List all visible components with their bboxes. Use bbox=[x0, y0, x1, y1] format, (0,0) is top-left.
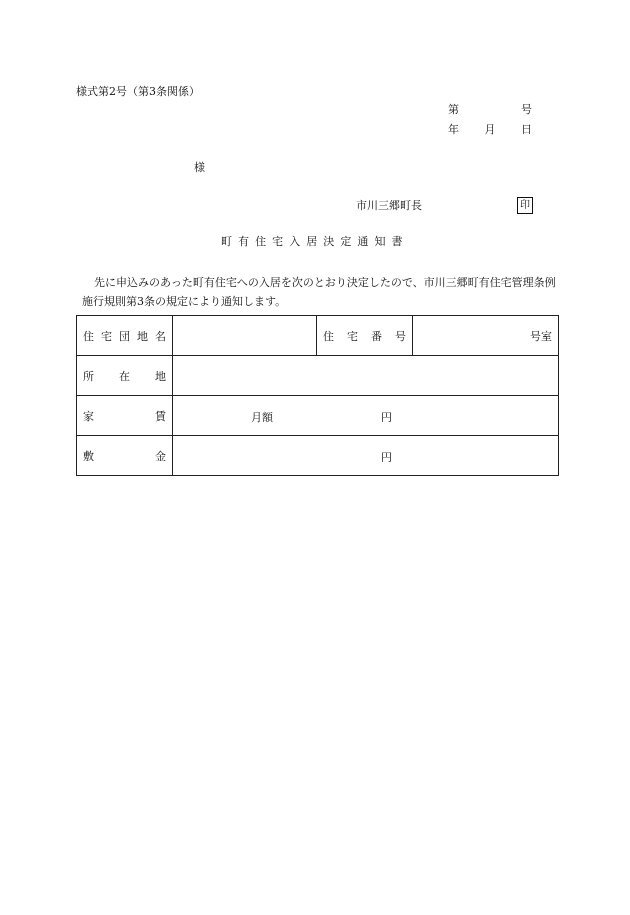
room-number-cell bbox=[413, 316, 559, 356]
label-char: 号 bbox=[395, 329, 406, 343]
label-char: 金 bbox=[155, 449, 166, 463]
table-row bbox=[77, 436, 559, 476]
form-number-label: 様式第2号（第3条関係） bbox=[76, 85, 200, 98]
seal-mark: 印 bbox=[517, 197, 533, 214]
rent-monthly-label: 月額 bbox=[251, 411, 273, 424]
label-char: 地 bbox=[155, 369, 166, 383]
issuer-name: 市川三郷町長 bbox=[356, 199, 422, 212]
housing-complex-value-cell bbox=[173, 316, 317, 356]
label-char: 家 bbox=[83, 409, 94, 423]
label-char: 地 bbox=[137, 329, 148, 343]
label-char: 宅 bbox=[347, 329, 358, 343]
date-line bbox=[448, 124, 532, 135]
deposit-value-cell bbox=[173, 436, 559, 476]
document-title: 町有住宅入居決定通知書 bbox=[221, 235, 409, 248]
label-char: 賃 bbox=[155, 409, 166, 423]
housing-complex-label-cell bbox=[77, 316, 173, 356]
addressee-suffix: 様 bbox=[194, 161, 205, 174]
room-suffix: 号室 bbox=[530, 329, 552, 343]
housing-number-label-cell bbox=[317, 316, 413, 356]
table-row bbox=[77, 356, 559, 396]
deposit-label-cell bbox=[77, 436, 173, 476]
date-day: 日 bbox=[521, 123, 532, 136]
table-row bbox=[77, 316, 559, 356]
label-char: 住 bbox=[323, 329, 334, 343]
date-year: 年 bbox=[448, 123, 459, 136]
rent-value-cell bbox=[173, 396, 559, 436]
rent-label-cell bbox=[77, 396, 173, 436]
housing-info-table bbox=[76, 315, 559, 476]
table-row bbox=[77, 396, 559, 436]
notice-body-text: 先に申込みのあった町有住宅への入居を次のとおり決定したので、市川三郷町有住宅管理条例施行規則第3条の規定により通知します。 bbox=[82, 276, 556, 308]
label-char: 敷 bbox=[83, 449, 94, 463]
label-char: 住 bbox=[83, 329, 94, 343]
deposit-yen-unit: 円 bbox=[381, 451, 392, 464]
label-char: 宅 bbox=[101, 329, 112, 343]
date-month: 月 bbox=[484, 123, 496, 136]
document-number-line bbox=[448, 104, 532, 115]
label-char: 在 bbox=[119, 369, 130, 383]
label-char: 団 bbox=[119, 329, 130, 343]
rent-yen-unit: 円 bbox=[381, 411, 392, 424]
label-char: 名 bbox=[155, 329, 166, 343]
location-label-cell bbox=[77, 356, 173, 396]
number-suffix: 号 bbox=[521, 103, 532, 116]
label-char: 番 bbox=[371, 329, 382, 343]
label-char: 所 bbox=[83, 369, 94, 383]
location-value-cell bbox=[173, 356, 559, 396]
number-prefix: 第 bbox=[448, 103, 459, 116]
